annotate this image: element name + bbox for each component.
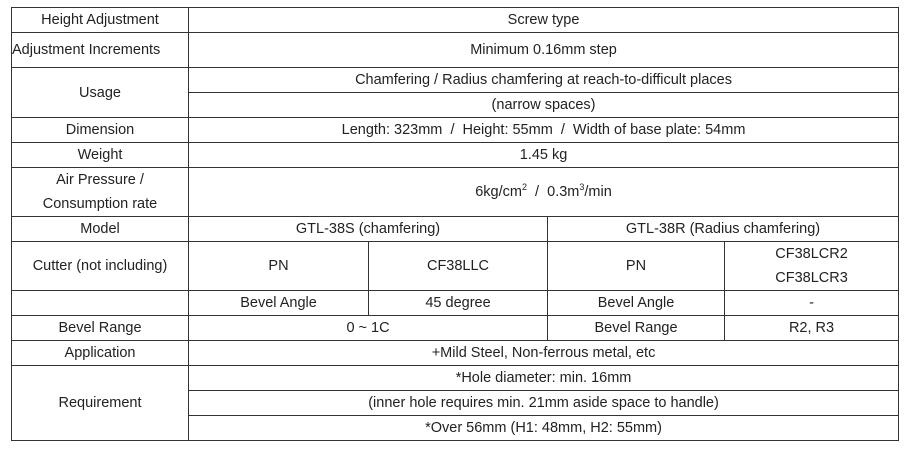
row-requirement-1 (12, 366, 899, 391)
value-weight: 1.45 kg (189, 143, 899, 168)
bevel-range-r-value: R2, R3 (725, 316, 899, 341)
bevel-angle-s-value: 45 degree (369, 291, 548, 316)
row-air-pressure (12, 168, 899, 217)
row-adjustment-increments (12, 33, 899, 68)
row-bevel-angle (12, 291, 899, 316)
cutter-r-value-1: CF38LCR2 (775, 246, 848, 262)
cutter-r-key: PN (548, 242, 725, 291)
pressure-base: 6kg/cm (475, 184, 522, 200)
row-cutter (12, 242, 899, 291)
bevel-angle-blank (12, 291, 189, 316)
label-cutter: Cutter (not including) (12, 242, 189, 291)
cutter-r-values (725, 242, 899, 291)
value-model-s: GTL-38S (chamfering) (189, 217, 548, 242)
value-requirement-line2: (inner hole requires min. 21mm aside space to handle) (189, 391, 899, 416)
value-usage-line1: Chamfering / Radius chamfering at reach-to-difficult places (189, 68, 899, 93)
cutter-r-value-2: CF38LCR3 (775, 270, 848, 286)
label-height-adjustment: Height Adjustment (12, 8, 189, 33)
cutter-s-key: PN (189, 242, 369, 291)
row-application (12, 341, 899, 366)
spec-table-container (11, 7, 899, 441)
value-adjustment-increments: Minimum 0.16mm step (189, 33, 899, 68)
label-adjustment-increments: Adjustment Increments (12, 33, 189, 68)
row-height-adjustment (12, 8, 899, 33)
value-requirement-line1: *Hole diameter: min. 16mm (189, 366, 899, 391)
label-model: Model (12, 217, 189, 242)
cutter-s-value: CF38LLC (369, 242, 548, 291)
value-air-pressure (189, 168, 899, 217)
label-dimension: Dimension (12, 118, 189, 143)
bevel-range-r-key: Bevel Range (548, 316, 725, 341)
value-requirement-line3: *Over 56mm (H1: 48mm, H2: 55mm) (189, 416, 899, 441)
rate-unit: /min (584, 184, 612, 200)
value-application: +Mild Steel, Non-ferrous metal, etc (189, 341, 899, 366)
value-dimension: Length: 323mm / Height: 55mm / Width of base plate: 54mm (189, 118, 899, 143)
label-weight: Weight (12, 143, 189, 168)
rate-base: 0.3m (547, 184, 580, 200)
bevel-angle-r-key: Bevel Angle (548, 291, 725, 316)
label-requirement: Requirement (12, 366, 189, 441)
label-bevel-range: Bevel Range (12, 316, 189, 341)
row-model (12, 217, 899, 242)
row-usage-1 (12, 68, 899, 93)
bevel-range-s-value: 0 ~ 1C (189, 316, 548, 341)
label-air-pressure (12, 168, 189, 217)
label-application: Application (12, 341, 189, 366)
spec-table (11, 7, 899, 441)
bevel-angle-r-value: - (725, 291, 899, 316)
pressure-separator: / (526, 184, 548, 200)
value-height-adjustment: Screw type (189, 8, 899, 33)
label-air-pressure-line1: Air Pressure / (56, 172, 144, 188)
row-bevel-range (12, 316, 899, 341)
bevel-angle-s-key: Bevel Angle (189, 291, 369, 316)
row-dimension (12, 118, 899, 143)
rate-exponent: 3 (579, 182, 585, 193)
label-usage: Usage (12, 68, 189, 118)
pressure-exponent: 2 (521, 182, 527, 193)
value-usage-line2: (narrow spaces) (189, 93, 899, 118)
value-model-r: GTL-38R (Radius chamfering) (548, 217, 899, 242)
row-weight (12, 143, 899, 168)
label-air-pressure-line2: Consumption rate (42, 196, 158, 212)
